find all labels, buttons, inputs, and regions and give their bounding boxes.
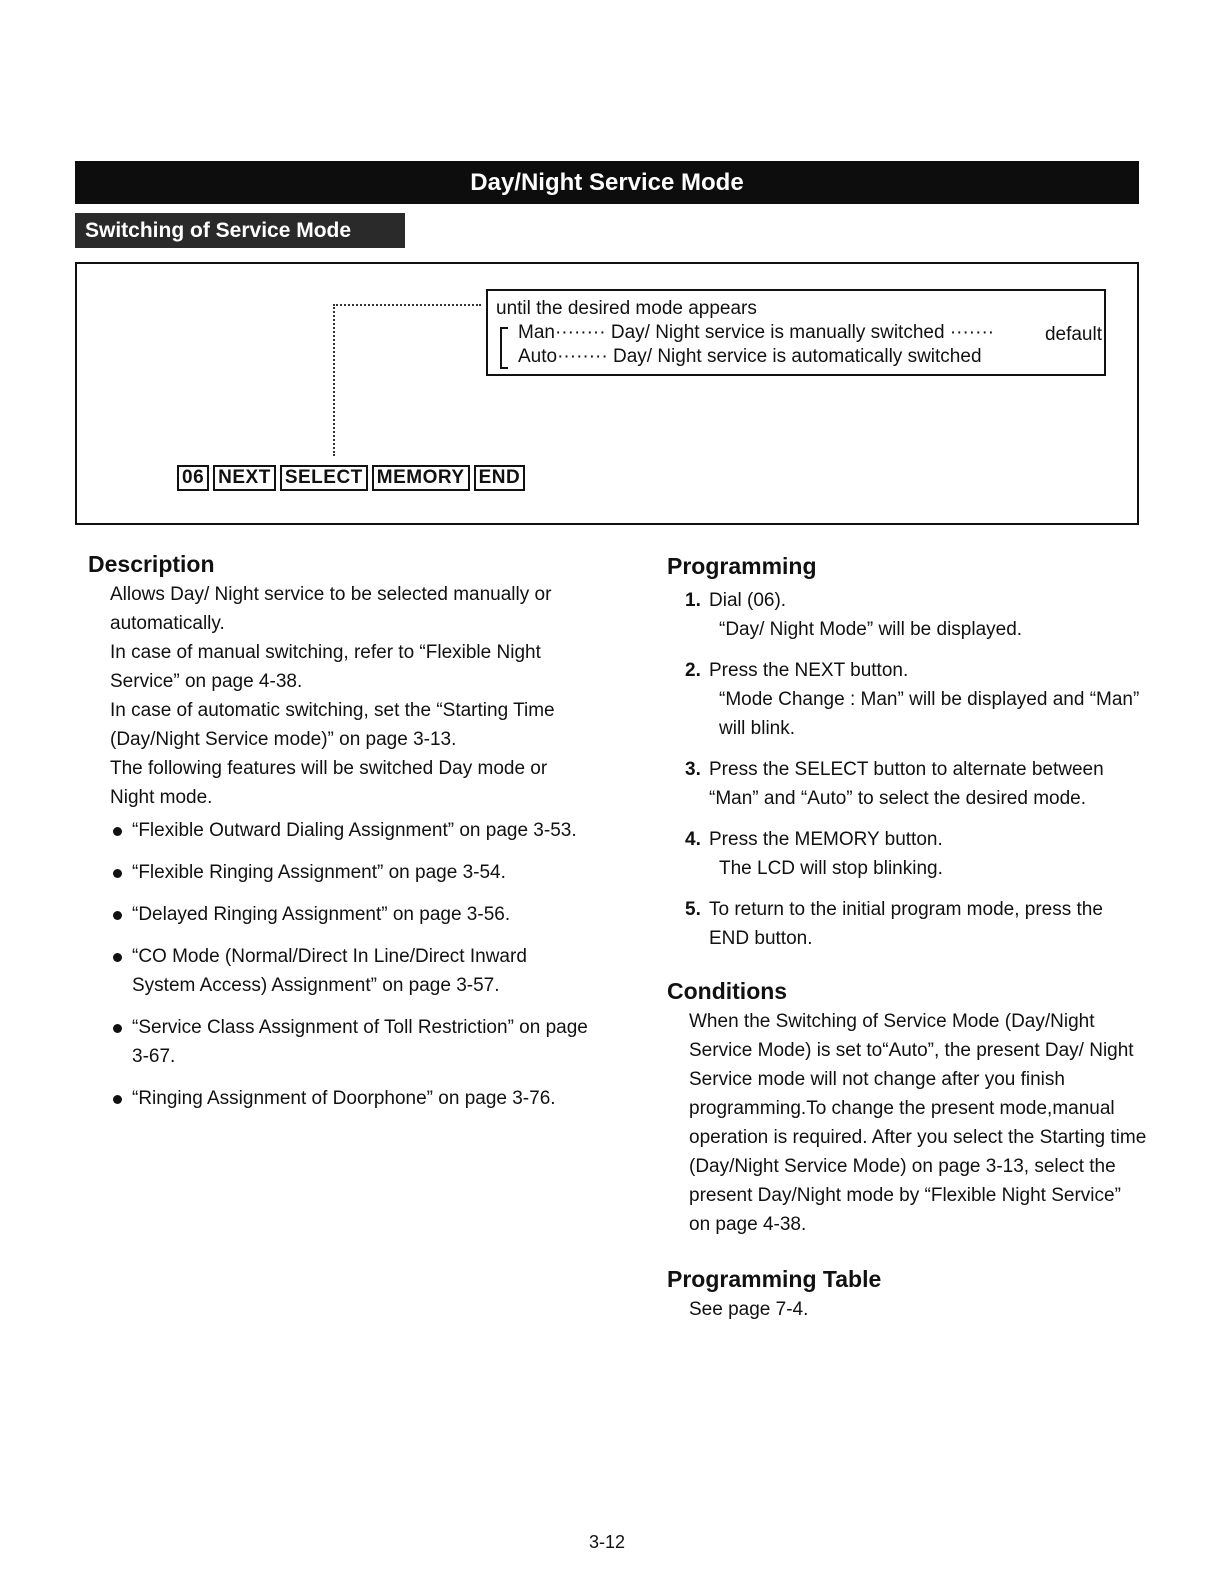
key-memory: MEMORY bbox=[372, 465, 470, 491]
programming-heading: Programming bbox=[667, 553, 817, 579]
feature-list bbox=[88, 816, 588, 1113]
description-heading: Description bbox=[88, 551, 215, 577]
list-item: “Flexible Outward Dialing Assignment” on page 3-53. bbox=[88, 816, 588, 845]
step-number: 4. bbox=[685, 829, 701, 850]
step-subtext: “Mode Change : Man” will be displayed and “Man” will blink. bbox=[719, 689, 1140, 739]
option-auto: Auto········ Day/ Night service is automatically switched bbox=[518, 346, 982, 367]
step-text: Press the SELECT button to alternate between “Man” and “Auto” to select the desired mode. bbox=[709, 759, 1104, 809]
page-title-banner: Day/Night Service Mode bbox=[75, 161, 1139, 204]
key-select: SELECT bbox=[280, 465, 368, 491]
list-item: “Service Class Assignment of Toll Restriction” on page 3-67. bbox=[88, 1013, 588, 1071]
option-man: Man········ Day/ Night service is manually switched ······· bbox=[518, 322, 995, 343]
step-text: Dial (06). bbox=[709, 590, 787, 611]
list-item bbox=[667, 586, 1147, 644]
conditions-text: When the Switching of Service Mode (Day/Night Service Mode) is set to“Auto”, the present Day/ Night Service mode will not change after you finish programming.To change the present mode,manual operation is required. After you select the Starting time (Day/Night Service Mode) on page 3-13, select the present Day/Night mode by “Flexible Night Service” on page 4-38. bbox=[689, 1011, 1147, 1235]
step-number: 5. bbox=[685, 899, 701, 920]
step-subtext: “Day/ Night Mode” will be displayed. bbox=[719, 619, 1023, 640]
step-number: 1. bbox=[685, 590, 701, 611]
key-next: NEXT bbox=[213, 465, 276, 491]
key-06: 06 bbox=[177, 465, 209, 491]
description-paragraph: In case of manual switching, refer to “Flexible Night Service” on page 4-38. bbox=[110, 642, 541, 692]
step-number: 3. bbox=[685, 759, 701, 780]
description-paragraph: Allows Day/ Night service to be selected manually or automatically. bbox=[110, 584, 552, 634]
conditions-section bbox=[667, 975, 1147, 1239]
list-item: “Delayed Ringing Assignment” on page 3-56. bbox=[88, 900, 588, 929]
list-item bbox=[667, 895, 1147, 953]
programming-table-reference: See page 7-4. bbox=[689, 1299, 809, 1320]
list-item: “Flexible Ringing Assignment” on page 3-54. bbox=[88, 858, 588, 887]
list-item: “Ringing Assignment of Doorphone” on page 3-76. bbox=[88, 1084, 588, 1113]
description-paragraph: In case of automatic switching, set the “Starting Time (Day/Night Service mode)” on page 3-13. bbox=[110, 700, 555, 750]
description-body bbox=[88, 580, 588, 812]
dotted-connector-horizontal bbox=[333, 304, 481, 306]
list-item bbox=[667, 656, 1147, 743]
dotted-connector-vertical bbox=[333, 304, 335, 456]
list-item bbox=[667, 825, 1147, 883]
programming-table-heading: Programming Table bbox=[667, 1266, 882, 1292]
list-item: “CO Mode (Normal/Direct In Line/Direct Inward System Access) Assignment” on page 3-57. bbox=[88, 942, 588, 1000]
programming-steps bbox=[667, 586, 1147, 953]
page-number: 3-12 bbox=[588, 1532, 626, 1552]
conditions-heading: Conditions bbox=[667, 978, 788, 1004]
step-text: Press the NEXT button. bbox=[709, 660, 909, 681]
step-text: To return to the initial program mode, press the END button. bbox=[709, 899, 1103, 949]
default-label: default bbox=[1044, 324, 1102, 345]
description-paragraph: The following features will be switched Day mode or Night mode. bbox=[110, 758, 548, 808]
programming-table-section bbox=[667, 1263, 1147, 1324]
callout-instruction: until the desired mode appears bbox=[496, 298, 757, 319]
step-text: Press the MEMORY button. bbox=[709, 829, 943, 850]
step-number: 2. bbox=[685, 660, 701, 681]
list-item bbox=[667, 755, 1147, 813]
programming-column bbox=[667, 550, 1147, 1324]
programming-diagram bbox=[75, 262, 1139, 525]
step-subtext: The LCD will stop blinking. bbox=[719, 858, 943, 879]
description-column bbox=[88, 548, 588, 1126]
key-end: END bbox=[474, 465, 526, 491]
mode-callout bbox=[486, 289, 1106, 376]
section-title: Switching of Service Mode bbox=[75, 213, 405, 248]
key-sequence bbox=[177, 465, 525, 491]
